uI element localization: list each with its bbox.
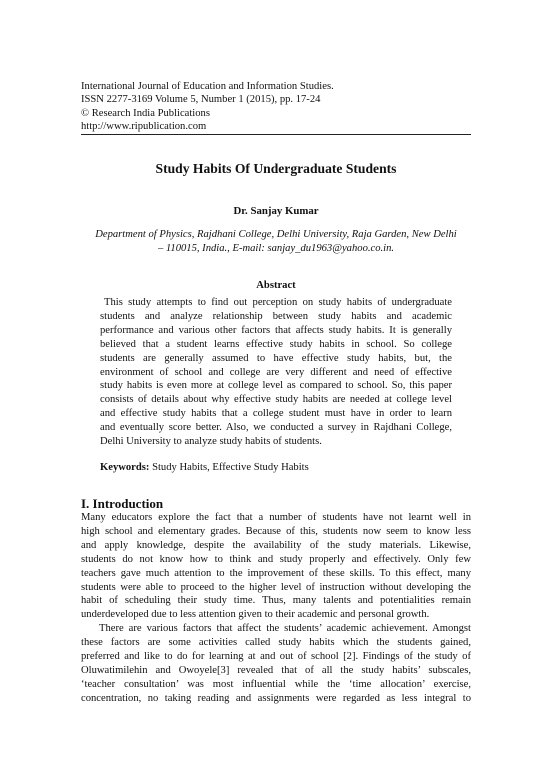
- paper-title: Study Habits Of Undergraduate Students: [155, 161, 397, 176]
- body-line: these factors are some activities called study habits which the students gained,: [81, 637, 471, 649]
- abstract-line: consists of details about why effective study habits are needed at college level: [100, 394, 452, 406]
- body-line: habit of scheduling their study time. Thus, many talents and potentialities remain: [81, 595, 471, 607]
- affiliation-line: – 110015, India., E-mail: sanjay_du1963@yahoo.co.in.: [157, 243, 395, 254]
- abstract-line: Delhi University to analyze study habits of students.: [100, 436, 322, 448]
- abstract-line: performance and various other factors that affects study habits. It is generally: [100, 324, 452, 336]
- author-name: Dr. Sanjay Kumar: [233, 205, 319, 217]
- body-line: high school and elementary grades. Because of this, students now seem to know less: [81, 525, 471, 537]
- publisher-url[interactable]: http://www.ripublication.com: [81, 121, 207, 133]
- journal-name: International Journal of Education and Information Studies.: [81, 81, 334, 92]
- body-line: ‘teacher consultation’ was most influential while the ‘time allocation’ exercise,: [81, 678, 471, 690]
- body-line: Many educators explore the fact that a number of students have not learnt well in: [81, 512, 471, 523]
- body-line: There are various factors that affect the students’ academic achievement. Amongst: [99, 623, 471, 635]
- abstract-heading: Abstract: [256, 280, 296, 291]
- abstract-line: and effective study habits that a college student must have in order to learn: [100, 408, 452, 420]
- abstract-line: study habits is even more at college level as compared to school. So, this paper: [100, 380, 452, 392]
- body-line: underdeveloped due to less attention given to their academic and personal growth.: [81, 609, 430, 621]
- publisher-line: © Research India Publications: [81, 107, 210, 119]
- abstract-line: students are generally assumed to have effective study habits, but, the: [100, 352, 452, 364]
- body-line: Oluwatimilehin and Owoyele[3] revealed that of all the study habits’ subscales,: [81, 664, 471, 676]
- body-line: concentration, no taking reading and assignments were regarded as less integral to: [81, 692, 471, 704]
- body-line: students were able to proceed to the higher level of instruction without developing the: [81, 581, 471, 593]
- keywords-value: Study Habits, Effective Study Habits: [149, 462, 309, 473]
- header-divider: [81, 134, 471, 135]
- abstract-body: [100, 296, 452, 449]
- body-line: teachers gave much attention to the improvement of these skills. To this effect, many: [81, 567, 471, 579]
- abstract-line: This study attempts to find out perception on study habits of undergraduate: [104, 297, 452, 308]
- body-line: and apply knowledge, despite the availability of the study materials. Likewise,: [81, 539, 471, 551]
- keywords-line: [100, 462, 452, 473]
- affiliation-line: Department of Physics, Rajdhani College, Delhi University, Raja Garden, New Delhi: [95, 229, 457, 240]
- abstract-line: students and analyze relationship between study habits and academic: [100, 310, 452, 322]
- keywords-label: Keywords:: [100, 462, 150, 473]
- section-heading-introduction: I. Introduction: [81, 496, 164, 511]
- abstract-line: environment of school and college are very different and need of effective: [100, 366, 452, 378]
- abstract-line: and eventually score better. Also, we conducted a survey in Rajdhani College,: [100, 422, 452, 434]
- abstract-line: believed that a student learns effective study habits in school. So college: [100, 338, 452, 350]
- author-affiliation: [81, 228, 471, 256]
- introduction-body: [81, 511, 471, 706]
- body-line: students do not know how to think and study properly and effectively. Only few: [81, 553, 471, 565]
- issn-line: ISSN 2277-3169 Volume 5, Number 1 (2015), pp. 17-24: [81, 94, 321, 106]
- journal-header: [81, 80, 471, 134]
- body-line: preferred and like to do for learning at and out of school [2]. Findings of the study of: [81, 651, 471, 663]
